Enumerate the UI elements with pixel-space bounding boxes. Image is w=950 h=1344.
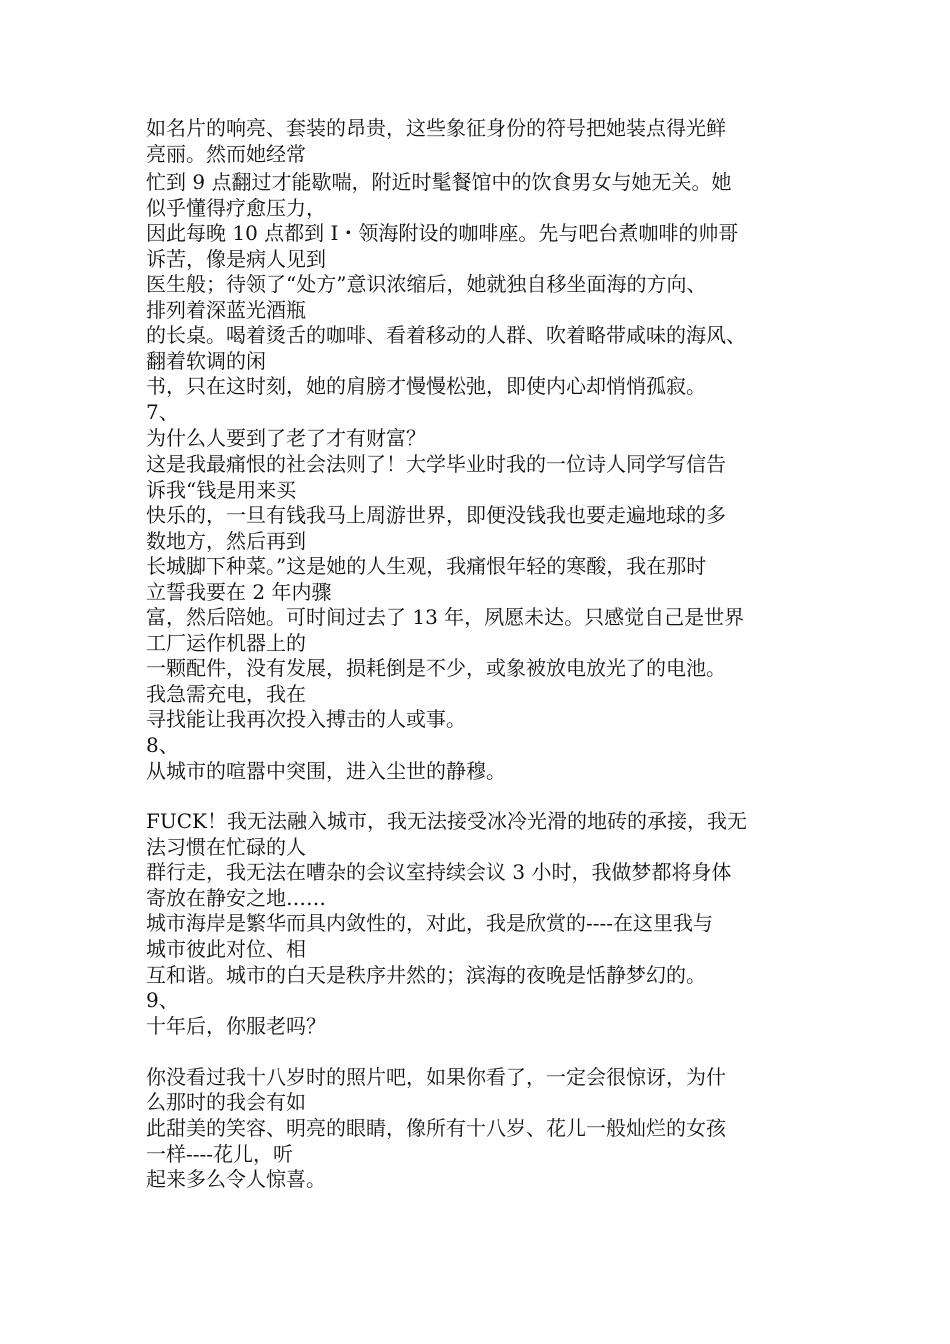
text-line: 翻着软调的闲 (146, 349, 266, 373)
text-line: 如名片的响亮、套装的昂贵，这些象征身份的符号把她装点得光鲜 (146, 116, 726, 140)
text-line: 长城脚下种菜。”这是她的人生观，我痛恨年轻的寒酸，我在那时 (146, 554, 707, 578)
section-heading: 从城市的喧嚣中突围，进入尘世的静穆。 (146, 759, 506, 783)
section-heading: 为什么人要到了老了才有财富？ (146, 426, 426, 450)
text-line: 群行走，我无法在嘈杂的会议室持续会议 3 小时，我做梦都将身体 (146, 860, 732, 884)
text-line: 诉苦，像是病人见到 (146, 247, 326, 271)
text-line: 数地方，然后再到 (146, 529, 306, 553)
text-line: 寻找能让我再次投入搏击的人或事。 (146, 707, 466, 731)
text-line: 起来多么令人惊喜。 (146, 1167, 326, 1191)
text-line: 亮丽。然而她经常 (146, 142, 306, 166)
text-line: 互和谐。城市的白天是秩序井然的；滨海的夜晚是恬静梦幻的。 (146, 963, 706, 987)
text-line: 诉我“钱是用来买 (146, 478, 297, 502)
text-line: 似乎懂得疗愈压力， (146, 196, 326, 220)
text-line: FUCK！我无法融入城市，我无法接受冰冷光滑的地砖的承接，我无 (146, 809, 747, 833)
text-line: 法习惯在忙碌的人 (146, 835, 306, 859)
text-line: 寄放在静安之地…… (146, 886, 326, 910)
text-line: 城市海岸是繁华而具内敛性的，对此，我是欣赏的----在这里我与 (146, 911, 714, 935)
text-line: 一颗配件，没有发展，损耗倒是不少，或象被放电放光了的电池。 (146, 656, 726, 680)
text-line: 忙到 9 点翻过才能歇喘，附近时髦餐馆中的饮食男女与她无关。她 (146, 170, 732, 194)
section-number: 8、 (146, 733, 179, 757)
section-number: 9、 (146, 988, 179, 1012)
text-line: 的长桌。喝着烫舌的咖啡、看着移动的人群、吹着略带咸味的海风、 (146, 323, 746, 347)
text-line: 富，然后陪她。可时间过去了 13 年，夙愿未达。只感觉自己是世界 (146, 605, 745, 629)
text-line: 么那时的我会有如 (146, 1090, 306, 1114)
text-line: 工厂运作机器上的 (146, 631, 306, 655)
text-line: 你没看过我十八岁时的照片吧，如果你看了，一定会很惊讶，为什 (146, 1065, 726, 1089)
text-line: 因此每晚 10 点都到 I・领海附设的咖啡座。先与吧台煮咖啡的帅哥 (146, 221, 739, 245)
text-line: 排列着深蓝光酒瓶 (146, 298, 306, 322)
text-line: 立誓我要在 2 年内骤 (146, 580, 332, 604)
section-heading: 十年后，你服老吗？ (146, 1014, 326, 1038)
text-line: 这是我最痛恨的社会法则了！大学毕业时我的一位诗人同学写信告 (146, 452, 726, 476)
text-line: 一样----花儿，听 (146, 1142, 294, 1166)
text-line: 我急需充电，我在 (146, 682, 306, 706)
text-line: 此甜美的笑容、明亮的眼睛，像所有十八岁、花儿一般灿烂的女孩 (146, 1116, 726, 1140)
text-line: 城市彼此对位、相 (146, 937, 306, 961)
section-number: 7、 (146, 400, 179, 424)
text-line: 快乐的，一旦有钱我马上周游世界，即便没钱我也要走遍地球的多 (146, 503, 726, 527)
text-line: 书，只在这时刻，她的肩膀才慢慢松弛，即使内心却悄悄孤寂。 (146, 374, 706, 398)
text-line: 医生般；待领了“处方”意识浓缩后，她就独自移坐面海的方向、 (146, 272, 707, 296)
